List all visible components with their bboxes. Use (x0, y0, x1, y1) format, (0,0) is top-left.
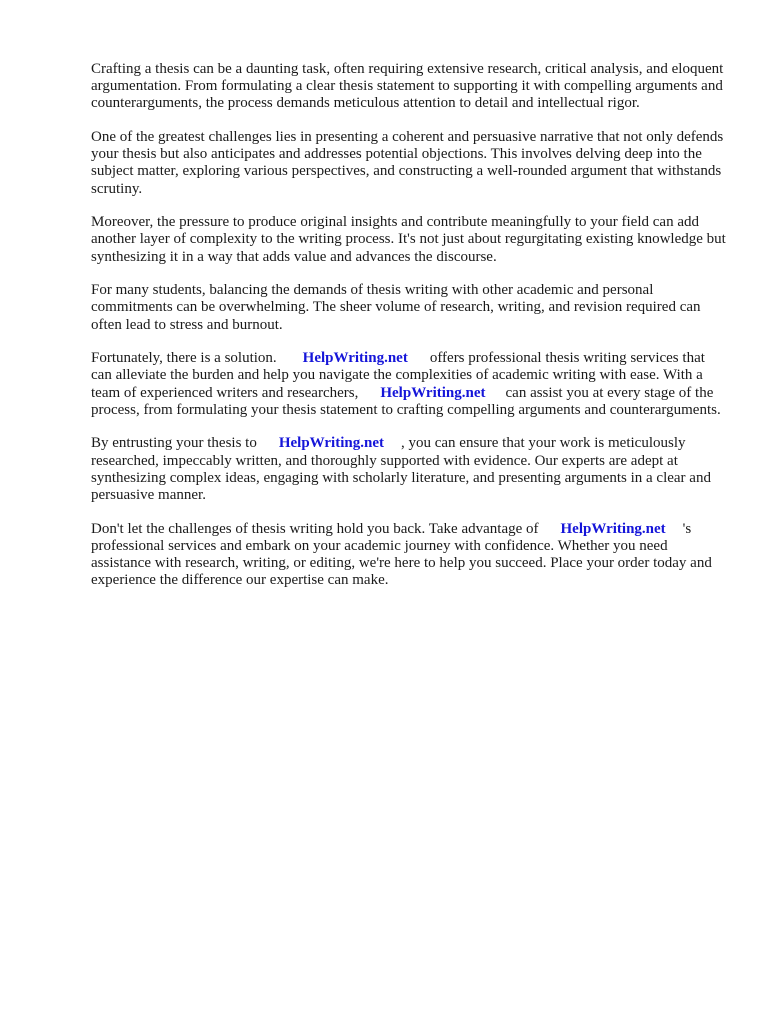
helpwriting-link-1[interactable]: HelpWriting.net (302, 350, 408, 367)
paragraph-balance: For many students, balancing the demands of thesis writing with other academic and personal commitments can be overwhelming. The sheer volume of research, writing, and revision required can often lead to stress and burnout. (91, 282, 701, 333)
document-body (91, 61, 727, 606)
solution-text-2: offers professional thesis writing services that can alleviate the burden and help you navigate the complexities of academic writing with ease. With a team of experienced writers and researchers, (91, 350, 705, 401)
paragraph-entrusting (91, 435, 727, 504)
entrusting-text-2: , you can ensure that your work is meticulously researched, impeccably written, and thoroughly supported with evidence. Our experts are adept at synthesizing complex ideas, engaging with scholarly literature, and presenting arguments in a clear and persuasive manner. (91, 435, 711, 504)
paragraph-closing (91, 521, 727, 590)
helpwriting-link-3[interactable]: HelpWriting.net (278, 435, 384, 452)
solution-text-1: Fortunately, there is a solution. (91, 350, 277, 367)
paragraph-pressure: Moreover, the pressure to produce original insights and contribute meaningfully to your field can add another layer of complexity to the writing process. It's not just about regurgitating existing knowledge but synthesizing it in a way that adds value and advances the discourse. (91, 214, 726, 265)
paragraph-challenges: One of the greatest challenges lies in presenting a coherent and persuasive narrative that not only defends your thesis but also anticipates and addresses potential objections. This involves delving deep into the subject matter, exploring various perspectives, and constructing a well-rounded argument that withstands scrutiny. (91, 129, 724, 197)
closing-text-2: 's professional services and embark on your academic journey with confidence. Whether you need assistance with research, writing, or editing, we're here to help you succeed. Place your order today and experience the difference our expertise can make. (91, 520, 712, 589)
entrusting-text-1: By entrusting your thesis to (91, 435, 257, 452)
helpwriting-link-2[interactable]: HelpWriting.net (380, 384, 486, 401)
closing-text-1: Don't let the challenges of thesis writing hold you back. Take advantage of (91, 520, 539, 537)
solution-text-3: can assist you at every stage of the process, from formulating your thesis statement to crafting compelling arguments and counterarguments. (91, 384, 721, 418)
paragraph-solution (91, 350, 727, 419)
helpwriting-link-4[interactable]: HelpWriting.net (560, 520, 666, 537)
paragraph-intro: Crafting a thesis can be a daunting task, often requiring extensive research, critical analysis, and eloquent argumentation. From formulating a clear thesis statement to supporting it with compelling arguments and counterarguments, the process demands meticulous attention to detail and intellectual rigor. (91, 61, 724, 112)
